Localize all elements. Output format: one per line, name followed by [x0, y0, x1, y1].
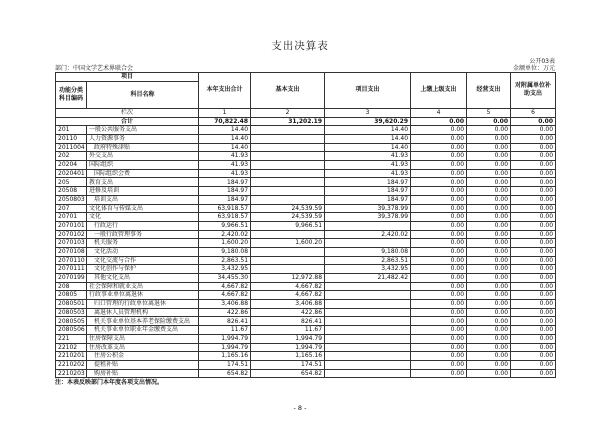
table-row	[56, 195, 556, 204]
row-value: 0.00	[511, 169, 556, 178]
row-value: 41.93	[325, 161, 411, 170]
row-code: 202	[56, 152, 87, 161]
row-value	[251, 161, 325, 170]
row-value: 0.00	[511, 135, 556, 144]
form-code: 公开03表	[529, 58, 555, 65]
table-row	[56, 221, 556, 230]
row-code: 20805	[56, 291, 87, 300]
row-name: 一般行政管理事务	[87, 230, 199, 239]
row-value	[325, 317, 411, 326]
row-code: 2050803	[56, 195, 87, 204]
row-name: 政府特殊津贴	[87, 143, 199, 152]
row-value: 14.40	[325, 143, 411, 152]
row-value: 0.00	[467, 161, 511, 170]
row-value: 0.00	[467, 143, 511, 152]
row-value: 0.00	[467, 343, 511, 352]
row-value: 21,482.42	[325, 274, 411, 283]
row-name: 培训支出	[87, 195, 199, 204]
row-value	[251, 195, 325, 204]
row-value: 184.97	[325, 195, 411, 204]
row-value	[325, 360, 411, 369]
header-row-1	[56, 73, 556, 82]
row-value	[251, 135, 325, 144]
column-number: 5	[467, 108, 511, 117]
row-code: 20110	[56, 135, 87, 144]
row-value: 0.00	[411, 195, 467, 204]
row-value: 0.00	[411, 300, 467, 309]
row-name: 住房改革支出	[87, 343, 199, 352]
row-value: 14.40	[325, 135, 411, 144]
row-value: 184.97	[199, 187, 251, 196]
row-value: 0.00	[411, 317, 467, 326]
row-code: 22102	[56, 343, 87, 352]
department-label: 部门：中国文学艺术界联合会	[55, 65, 134, 72]
row-value: 0.00	[467, 178, 511, 187]
row-value	[251, 187, 325, 196]
row-value: 0.00	[411, 169, 467, 178]
row-value: 0.00	[511, 230, 556, 239]
total-row	[56, 117, 556, 126]
table-row	[56, 282, 556, 291]
row-value: 3,406.88	[251, 300, 325, 309]
row-value: 0.00	[511, 221, 556, 230]
row-code: 2210203	[56, 369, 87, 378]
row-name: 住房保障支出	[87, 334, 199, 343]
row-name: 国际组织会费	[87, 169, 199, 178]
row-code: 20701	[56, 213, 87, 222]
row-value: 1,165.16	[251, 352, 325, 361]
row-value: 0.00	[411, 274, 467, 283]
row-value: 0.00	[411, 326, 467, 335]
row-name: 其他文化支出	[87, 274, 199, 283]
row-name: 进修及培训	[87, 187, 199, 196]
row-name: 文化活动	[87, 247, 199, 256]
table-row	[56, 326, 556, 335]
table-row	[56, 187, 556, 196]
row-value: 0.00	[467, 213, 511, 222]
table-row	[56, 352, 556, 361]
total-value: 0.00	[467, 117, 511, 126]
row-value: 9,966.51	[199, 221, 251, 230]
row-value: 1,994.79	[199, 343, 251, 352]
table-row	[56, 274, 556, 283]
row-value: 184.97	[325, 187, 411, 196]
row-value	[251, 230, 325, 239]
table-row	[56, 247, 556, 256]
row-value: 41.93	[199, 152, 251, 161]
row-value: 0.00	[411, 143, 467, 152]
row-value: 9,180.08	[325, 247, 411, 256]
row-name: 文化体育与传媒支出	[87, 204, 199, 213]
row-value: 0.00	[467, 352, 511, 361]
row-value: 0.00	[511, 126, 556, 135]
row-value: 24,539.59	[251, 204, 325, 213]
row-value: 9,966.51	[251, 221, 325, 230]
table-row	[56, 317, 556, 326]
row-value	[251, 152, 325, 161]
row-name: 离退休人员管理机构	[87, 308, 199, 317]
row-value: 4,667.82	[199, 291, 251, 300]
column-number: 3	[325, 108, 411, 117]
row-value: 0.00	[467, 221, 511, 230]
row-value: 0.00	[467, 230, 511, 239]
row-value: 0.00	[467, 204, 511, 213]
row-value: 0.00	[467, 135, 511, 144]
row-value: 1,600.20	[251, 239, 325, 248]
total-value: 31,202.19	[251, 117, 325, 126]
row-value: 422.86	[251, 308, 325, 317]
table-row	[56, 152, 556, 161]
table-note: 注：本表反映部门本年度各项支出情况。	[55, 379, 164, 386]
row-value	[325, 326, 411, 335]
row-value: 0.00	[411, 352, 467, 361]
column-number: 4	[411, 108, 467, 117]
row-value: 0.00	[511, 317, 556, 326]
row-name: 机关事业单位职业年金缴费支出	[87, 326, 199, 335]
row-value: 0.00	[511, 213, 556, 222]
row-value	[325, 221, 411, 230]
row-value: 0.00	[511, 334, 556, 343]
total-value: 70,822.48	[199, 117, 251, 126]
row-value	[251, 256, 325, 265]
row-name: 文化交流与合作	[87, 256, 199, 265]
row-value: 0.00	[467, 256, 511, 265]
row-value	[251, 126, 325, 135]
row-value: 0.00	[411, 221, 467, 230]
table-row	[56, 300, 556, 309]
row-value	[251, 247, 325, 256]
row-code: 2070102	[56, 230, 87, 239]
row-name: 机关服务	[87, 239, 199, 248]
row-value: 1,600.20	[199, 239, 251, 248]
row-code: 208	[56, 282, 87, 291]
row-value: 0.00	[411, 135, 467, 144]
row-code: 2070111	[56, 265, 87, 274]
row-value: 9,180.08	[199, 247, 251, 256]
row-name: 住房公积金	[87, 352, 199, 361]
row-value: 41.93	[325, 152, 411, 161]
row-value: 12,972.88	[251, 274, 325, 283]
row-value: 422.86	[199, 308, 251, 317]
row-value	[325, 308, 411, 317]
row-code: 20508	[56, 187, 87, 196]
row-value: 1,994.79	[199, 334, 251, 343]
row-value: 826.41	[251, 317, 325, 326]
total-value: 0.00	[511, 117, 556, 126]
row-name: 机关事业单位基本养老保险缴费支出	[87, 317, 199, 326]
row-value: 0.00	[411, 308, 467, 317]
row-value: 0.00	[511, 326, 556, 335]
row-value: 0.00	[411, 282, 467, 291]
column-number-row	[56, 108, 556, 117]
row-code: 2070108	[56, 247, 87, 256]
row-value: 3,406.88	[199, 300, 251, 309]
row-name: 社会保障和就业支出	[87, 282, 199, 291]
row-value: 0.00	[411, 291, 467, 300]
expenditure-table	[55, 72, 556, 378]
row-name: 文化创作与保护	[87, 265, 199, 274]
row-value: 0.00	[411, 230, 467, 239]
row-value: 0.00	[467, 187, 511, 196]
row-value: 0.00	[511, 195, 556, 204]
row-value: 41.93	[325, 169, 411, 178]
row-value: 1,165.16	[199, 352, 251, 361]
row-value: 0.00	[511, 178, 556, 187]
row-value: 63,918.57	[199, 213, 251, 222]
row-name: 行政事业单位离退休	[87, 291, 199, 300]
table-row	[56, 135, 556, 144]
row-value: 4,667.82	[199, 282, 251, 291]
row-value: 0.00	[467, 265, 511, 274]
row-code: 2080503	[56, 308, 87, 317]
table-body	[56, 126, 556, 378]
row-value: 4,667.82	[251, 291, 325, 300]
table-row	[56, 161, 556, 170]
row-value: 0.00	[467, 195, 511, 204]
header-basic-expenditure: 基本支出	[251, 73, 325, 109]
row-value: 0.00	[467, 126, 511, 135]
table-row	[56, 334, 556, 343]
row-value: 0.00	[411, 247, 467, 256]
row-value: 0.00	[511, 300, 556, 309]
row-value: 63,918.57	[199, 204, 251, 213]
row-value: 0.00	[511, 161, 556, 170]
table-row	[56, 178, 556, 187]
row-value: 14.40	[325, 126, 411, 135]
row-value: 0.00	[411, 126, 467, 135]
table-row	[56, 239, 556, 248]
row-value	[251, 169, 325, 178]
header-code: 功能分类科目编码	[56, 81, 87, 108]
table-row	[56, 143, 556, 152]
row-value: 0.00	[411, 369, 467, 378]
row-value: 0.00	[411, 334, 467, 343]
row-value: 0.00	[511, 291, 556, 300]
row-value: 0.00	[467, 300, 511, 309]
row-value: 0.00	[511, 360, 556, 369]
row-name: 归口管理的行政单位离退休	[87, 300, 199, 309]
row-value	[325, 352, 411, 361]
row-value: 0.00	[511, 204, 556, 213]
row-value	[251, 143, 325, 152]
column-number: 2	[251, 108, 325, 117]
header-project-expenditure: 项目支出	[325, 73, 411, 109]
row-value: 0.00	[511, 352, 556, 361]
header-name: 科目名称	[87, 81, 199, 108]
column-number: 1	[199, 108, 251, 117]
row-value: 0.00	[411, 265, 467, 274]
row-value	[325, 369, 411, 378]
row-value: 4,667.82	[251, 282, 325, 291]
row-code: 221	[56, 334, 87, 343]
table-row	[56, 169, 556, 178]
row-code: 2080505	[56, 317, 87, 326]
row-value: 1,994.79	[251, 343, 325, 352]
row-value: 184.97	[199, 178, 251, 187]
row-code: 2070199	[56, 274, 87, 283]
row-code: 20204	[56, 161, 87, 170]
total-label: 合计	[56, 117, 199, 126]
column-label: 栏次	[56, 108, 199, 117]
row-code: 2080506	[56, 326, 87, 335]
row-value: 0.00	[467, 369, 511, 378]
row-code: 2080501	[56, 300, 87, 309]
row-value: 0.00	[467, 239, 511, 248]
row-name: 国际组织	[87, 161, 199, 170]
row-value: 0.00	[467, 308, 511, 317]
row-value: 0.00	[467, 317, 511, 326]
row-value: 0.00	[467, 247, 511, 256]
row-value: 0.00	[467, 169, 511, 178]
row-code: 2070110	[56, 256, 87, 265]
row-code: 205	[56, 178, 87, 187]
row-code: 2070103	[56, 239, 87, 248]
row-value	[325, 291, 411, 300]
row-value: 0.00	[411, 204, 467, 213]
row-name: 购房补贴	[87, 369, 199, 378]
table-row	[56, 126, 556, 135]
row-value: 0.00	[411, 256, 467, 265]
row-code: 201	[56, 126, 87, 135]
row-name: 提租补贴	[87, 360, 199, 369]
header-total-expenditure: 本年支出合计	[199, 73, 251, 109]
row-value: 0.00	[467, 282, 511, 291]
row-value: 39,378.99	[325, 204, 411, 213]
page-title: 支出决算表	[271, 40, 329, 52]
row-name: 行政运行	[87, 221, 199, 230]
row-value: 2,420.02	[199, 230, 251, 239]
header-operating-expenditure: 经营支出	[467, 73, 511, 109]
row-value: 0.00	[467, 291, 511, 300]
row-value: 654.82	[199, 369, 251, 378]
row-value: 14.40	[199, 143, 251, 152]
row-value: 2,863.51	[325, 256, 411, 265]
row-value: 0.00	[511, 308, 556, 317]
row-value: 24,539.59	[251, 213, 325, 222]
row-value: 184.97	[325, 178, 411, 187]
row-value: 0.00	[411, 213, 467, 222]
row-code: 207	[56, 204, 87, 213]
row-value	[251, 265, 325, 274]
row-name: 一般公共服务支出	[87, 126, 199, 135]
row-value: 0.00	[511, 265, 556, 274]
header-subsidiary-subsidy: 对附属单位补助支出	[511, 73, 556, 109]
column-number: 6	[511, 108, 556, 117]
row-value: 826.41	[199, 317, 251, 326]
row-value	[325, 343, 411, 352]
row-value: 11.67	[199, 326, 251, 335]
row-value: 0.00	[511, 187, 556, 196]
row-value: 0.00	[511, 152, 556, 161]
row-value: 0.00	[511, 143, 556, 152]
row-value: 39,378.99	[325, 213, 411, 222]
row-value: 0.00	[411, 360, 467, 369]
row-value: 0.00	[467, 326, 511, 335]
table-row	[56, 213, 556, 222]
row-code: 2210201	[56, 352, 87, 361]
table-row	[56, 308, 556, 317]
row-value: 0.00	[411, 343, 467, 352]
row-value: 0.00	[467, 360, 511, 369]
row-value: 0.00	[411, 239, 467, 248]
row-code: 2011004	[56, 143, 87, 152]
row-value: 3,432.95	[199, 265, 251, 274]
page-number: - 8 -	[293, 404, 307, 412]
row-value: 11.67	[251, 326, 325, 335]
row-name: 外交支出	[87, 152, 199, 161]
row-code: 2070101	[56, 221, 87, 230]
row-value: 0.00	[411, 187, 467, 196]
row-value: 0.00	[511, 282, 556, 291]
row-value: 0.00	[511, 256, 556, 265]
row-value: 2,420.02	[325, 230, 411, 239]
row-value: 14.40	[199, 135, 251, 144]
table-row	[56, 343, 556, 352]
row-value: 0.00	[467, 152, 511, 161]
row-value: 174.51	[199, 360, 251, 369]
row-value: 0.00	[411, 161, 467, 170]
row-code: 2020401	[56, 169, 87, 178]
header-remit-superior: 上缴上级支出	[411, 73, 467, 109]
row-value: 1,994.79	[251, 334, 325, 343]
row-value: 3,432.95	[325, 265, 411, 274]
row-value: 0.00	[511, 274, 556, 283]
row-value: 0.00	[511, 343, 556, 352]
row-value	[325, 334, 411, 343]
row-value: 184.97	[199, 195, 251, 204]
row-value: 0.00	[511, 247, 556, 256]
table-row	[56, 265, 556, 274]
row-value	[325, 239, 411, 248]
table-row	[56, 360, 556, 369]
row-value: 174.51	[251, 360, 325, 369]
row-value: 14.40	[199, 126, 251, 135]
row-value: 0.00	[511, 369, 556, 378]
total-value: 39,620.29	[325, 117, 411, 126]
table-row	[56, 291, 556, 300]
row-value	[325, 282, 411, 291]
row-value: 41.93	[199, 161, 251, 170]
table-row	[56, 230, 556, 239]
row-name: 人力资源事务	[87, 135, 199, 144]
table-row	[56, 204, 556, 213]
row-code: 2210202	[56, 360, 87, 369]
row-value: 2,863.51	[199, 256, 251, 265]
header-item: 项目	[56, 73, 199, 82]
row-value: 0.00	[511, 239, 556, 248]
row-value: 41.93	[199, 169, 251, 178]
row-name: 教育支出	[87, 178, 199, 187]
row-value: 0.00	[411, 178, 467, 187]
total-value: 0.00	[411, 117, 467, 126]
row-value: 0.00	[467, 334, 511, 343]
row-value	[251, 178, 325, 187]
row-name: 文化	[87, 213, 199, 222]
row-value: 0.00	[467, 274, 511, 283]
row-value: 0.00	[411, 152, 467, 161]
row-value: 654.82	[251, 369, 325, 378]
unit-label: 金额单位：万元	[512, 65, 555, 72]
row-value: 34,455.30	[199, 274, 251, 283]
table-row	[56, 256, 556, 265]
row-value	[325, 300, 411, 309]
